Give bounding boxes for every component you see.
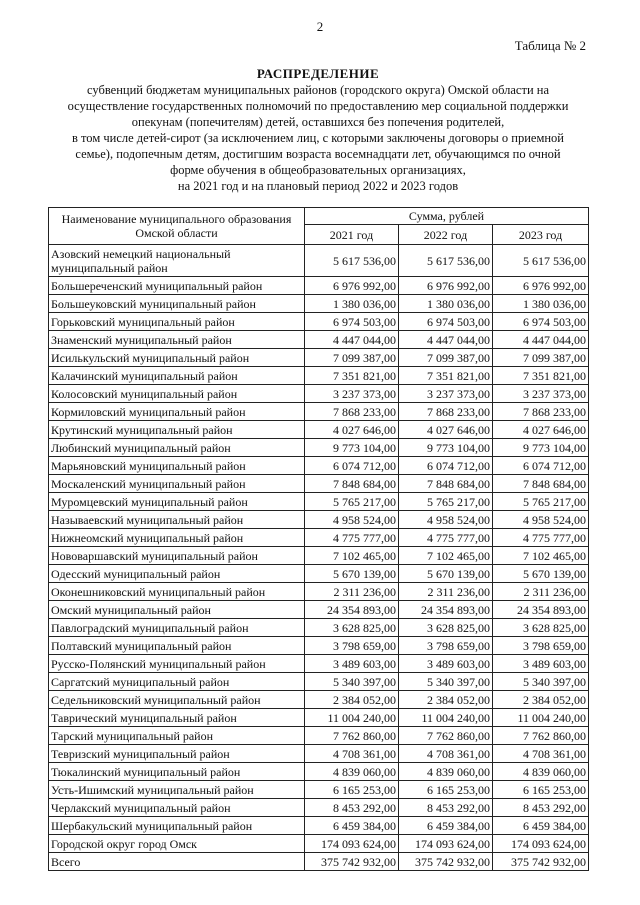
table-row	[49, 673, 589, 691]
amount-2023-cell: 3 237 373,00	[493, 385, 589, 403]
municipality-name-cell: Павлоградский муниципальный район	[49, 619, 305, 637]
amount-2023-cell: 3 489 603,00	[493, 655, 589, 673]
amount-2021-cell: 3 628 825,00	[305, 619, 399, 637]
municipality-name-cell: Колосовский муниципальный район	[49, 385, 305, 403]
page-number: 2	[316, 19, 324, 34]
table-row	[49, 313, 589, 331]
amount-2022-cell: 4 775 777,00	[399, 529, 493, 547]
amount-2023-cell: 7 351 821,00	[493, 367, 589, 385]
amount-2021-cell: 4 839 060,00	[305, 763, 399, 781]
table-body	[49, 245, 589, 871]
year-header-2021: 2021 год	[305, 225, 399, 245]
municipality-name-cell: Шербакульский муниципальный район	[49, 817, 305, 835]
amount-2022-cell: 4 708 361,00	[399, 745, 493, 763]
table-row	[49, 799, 589, 817]
table-row	[49, 529, 589, 547]
amount-2023-cell: 7 762 860,00	[493, 727, 589, 745]
table-row	[49, 745, 589, 763]
municipality-name-cell: Нижнеомский муниципальный район	[49, 529, 305, 547]
table-row	[49, 367, 589, 385]
amount-2022-cell: 4 027 646,00	[399, 421, 493, 439]
amount-2022-cell: 4 958 524,00	[399, 511, 493, 529]
subtitle-line: опекунам (попечителям) детей, оставшихся без попечения родителей,	[131, 115, 505, 129]
municipality-name-cell: Большеуковский муниципальный район	[49, 295, 305, 313]
table-row	[49, 421, 589, 439]
amount-2023-cell: 8 453 292,00	[493, 799, 589, 817]
amount-2023-cell: 4 958 524,00	[493, 511, 589, 529]
table-row	[49, 493, 589, 511]
table-row	[49, 295, 589, 313]
amount-2023-cell: 6 165 253,00	[493, 781, 589, 799]
amount-2022-cell: 375 742 932,00	[399, 853, 493, 871]
municipality-name-cell: Крутинский муниципальный район	[49, 421, 305, 439]
amount-2021-cell: 7 351 821,00	[305, 367, 399, 385]
amount-2021-cell: 4 447 044,00	[305, 331, 399, 349]
amount-2022-cell: 4 447 044,00	[399, 331, 493, 349]
amount-2021-cell: 5 617 536,00	[305, 245, 399, 277]
table-row	[49, 245, 589, 277]
amount-2023-cell: 6 074 712,00	[493, 457, 589, 475]
municipality-name-cell: Оконешниковский муниципальный район	[49, 583, 305, 601]
amount-2022-cell: 5 670 139,00	[399, 565, 493, 583]
amount-2022-cell: 174 093 624,00	[399, 835, 493, 853]
allocation-table	[48, 207, 589, 871]
municipality-name-cell: Тарский муниципальный район	[49, 727, 305, 745]
municipality-name-cell: Горьковский муниципальный район	[49, 313, 305, 331]
table-label: Таблица № 2	[514, 38, 586, 53]
table-row	[49, 475, 589, 493]
amount-2021-cell: 4 958 524,00	[305, 511, 399, 529]
table-row	[49, 853, 589, 871]
amount-2023-cell: 5 670 139,00	[493, 565, 589, 583]
amount-2021-cell: 7 099 387,00	[305, 349, 399, 367]
amount-2023-cell: 9 773 104,00	[493, 439, 589, 457]
table-row	[49, 511, 589, 529]
table-row	[49, 835, 589, 853]
amount-2022-cell: 7 351 821,00	[399, 367, 493, 385]
municipality-name-cell: Любинский муниципальный район	[49, 439, 305, 457]
municipality-name-cell: Калачинский муниципальный район	[49, 367, 305, 385]
amount-2022-cell: 6 974 503,00	[399, 313, 493, 331]
amount-2022-cell: 7 848 684,00	[399, 475, 493, 493]
amount-2023-cell: 11 004 240,00	[493, 709, 589, 727]
name-column-header: Наименование муниципального образования Омской области	[49, 208, 305, 245]
amount-2023-cell: 375 742 932,00	[493, 853, 589, 871]
table-row	[49, 619, 589, 637]
table-row	[49, 601, 589, 619]
amount-2022-cell: 11 004 240,00	[399, 709, 493, 727]
amount-2021-cell: 5 340 397,00	[305, 673, 399, 691]
amount-2022-cell: 8 453 292,00	[399, 799, 493, 817]
table-row	[49, 349, 589, 367]
amount-2023-cell: 24 354 893,00	[493, 601, 589, 619]
amount-2021-cell: 6 165 253,00	[305, 781, 399, 799]
municipality-name-cell: Седельниковский муниципальный район	[49, 691, 305, 709]
amount-2021-cell: 7 102 465,00	[305, 547, 399, 565]
municipality-name-cell: Омский муниципальный район	[49, 601, 305, 619]
amount-2023-cell: 2 311 236,00	[493, 583, 589, 601]
amount-2023-cell: 3 798 659,00	[493, 637, 589, 655]
amount-2021-cell: 9 773 104,00	[305, 439, 399, 457]
amount-2023-cell: 3 628 825,00	[493, 619, 589, 637]
municipality-name-cell: Таврический муниципальный район	[49, 709, 305, 727]
document-title: РАСПРЕДЕЛЕНИЕ	[256, 66, 380, 81]
title-block	[44, 66, 592, 194]
amount-2023-cell: 4 447 044,00	[493, 331, 589, 349]
table-row	[49, 385, 589, 403]
amount-2021-cell: 3 798 659,00	[305, 637, 399, 655]
amount-2023-cell: 6 974 503,00	[493, 313, 589, 331]
amount-2022-cell: 3 489 603,00	[399, 655, 493, 673]
table-row	[49, 727, 589, 745]
amount-2021-cell: 7 848 684,00	[305, 475, 399, 493]
amount-2022-cell: 7 762 860,00	[399, 727, 493, 745]
table-row	[49, 763, 589, 781]
amount-2021-cell: 5 670 139,00	[305, 565, 399, 583]
amount-2023-cell: 5 765 217,00	[493, 493, 589, 511]
subtitle-line: в том числе детей-сирот (за исключением лиц, с которыми заключены договоры о приемной	[71, 131, 565, 145]
municipality-name-cell: Исилькульский муниципальный район	[49, 349, 305, 367]
table-row	[49, 655, 589, 673]
table-row	[49, 565, 589, 583]
municipality-name-cell: Усть-Ишимский муниципальный район	[49, 781, 305, 799]
amount-2021-cell: 174 093 624,00	[305, 835, 399, 853]
amount-2021-cell: 375 742 932,00	[305, 853, 399, 871]
table-row	[49, 547, 589, 565]
amount-2021-cell: 4 027 646,00	[305, 421, 399, 439]
amount-2022-cell: 6 976 992,00	[399, 277, 493, 295]
table-row	[49, 457, 589, 475]
amount-2022-cell: 5 765 217,00	[399, 493, 493, 511]
amount-2023-cell: 174 093 624,00	[493, 835, 589, 853]
table-row	[49, 637, 589, 655]
table-row	[49, 439, 589, 457]
amount-2023-cell: 5 617 536,00	[493, 245, 589, 277]
municipality-name-cell: Называевский муниципальный район	[49, 511, 305, 529]
table-row	[49, 691, 589, 709]
amount-2022-cell: 6 165 253,00	[399, 781, 493, 799]
sum-column-header: Сумма, рублей	[305, 208, 589, 225]
amount-2022-cell: 6 074 712,00	[399, 457, 493, 475]
municipality-name-cell: Кормиловский муниципальный район	[49, 403, 305, 421]
amount-2022-cell: 7 099 387,00	[399, 349, 493, 367]
municipality-name-cell: Черлакский муниципальный район	[49, 799, 305, 817]
municipality-name-cell: Саргатский муниципальный район	[49, 673, 305, 691]
subtitle-line: на 2021 год и на плановый период 2022 и 2023 годов	[177, 179, 459, 193]
amount-2023-cell: 7 868 233,00	[493, 403, 589, 421]
amount-2023-cell: 4 708 361,00	[493, 745, 589, 763]
year-header-2023: 2023 год	[493, 225, 589, 245]
amount-2023-cell: 4 027 646,00	[493, 421, 589, 439]
subtitle-line: осуществление государственных полномочий по предоставлению мер социальной поддержки	[67, 99, 569, 113]
amount-2022-cell: 5 340 397,00	[399, 673, 493, 691]
amount-2021-cell: 4 708 361,00	[305, 745, 399, 763]
amount-2022-cell: 2 384 052,00	[399, 691, 493, 709]
municipality-name-cell: Тевризский муниципальный район	[49, 745, 305, 763]
amount-2022-cell: 2 311 236,00	[399, 583, 493, 601]
municipality-name-cell: Одесский муниципальный район	[49, 565, 305, 583]
amount-2023-cell: 4 839 060,00	[493, 763, 589, 781]
amount-2022-cell: 24 354 893,00	[399, 601, 493, 619]
table-row	[49, 817, 589, 835]
municipality-name-cell: Городской округ город Омск	[49, 835, 305, 853]
amount-2021-cell: 6 459 384,00	[305, 817, 399, 835]
amount-2021-cell: 6 974 503,00	[305, 313, 399, 331]
amount-2022-cell: 9 773 104,00	[399, 439, 493, 457]
amount-2021-cell: 4 775 777,00	[305, 529, 399, 547]
amount-2021-cell: 24 354 893,00	[305, 601, 399, 619]
amount-2022-cell: 7 868 233,00	[399, 403, 493, 421]
municipality-name-cell: Большереченский муниципальный район	[49, 277, 305, 295]
municipality-name-cell: Всего	[49, 853, 305, 871]
amount-2021-cell: 2 384 052,00	[305, 691, 399, 709]
amount-2023-cell: 7 099 387,00	[493, 349, 589, 367]
amount-2022-cell: 1 380 036,00	[399, 295, 493, 313]
amount-2021-cell: 7 762 860,00	[305, 727, 399, 745]
amount-2022-cell: 6 459 384,00	[399, 817, 493, 835]
municipality-name-cell: Полтавский муниципальный район	[49, 637, 305, 655]
amount-2021-cell: 6 074 712,00	[305, 457, 399, 475]
amount-2022-cell: 3 628 825,00	[399, 619, 493, 637]
amount-2021-cell: 3 489 603,00	[305, 655, 399, 673]
table-row	[49, 277, 589, 295]
amount-2023-cell: 2 384 052,00	[493, 691, 589, 709]
amount-2022-cell: 4 839 060,00	[399, 763, 493, 781]
amount-2021-cell: 11 004 240,00	[305, 709, 399, 727]
amount-2023-cell: 6 976 992,00	[493, 277, 589, 295]
amount-2021-cell: 6 976 992,00	[305, 277, 399, 295]
table-row	[49, 331, 589, 349]
amount-2023-cell: 7 848 684,00	[493, 475, 589, 493]
municipality-name-cell: Русско-Полянский муниципальный район	[49, 655, 305, 673]
municipality-name-cell: Нововаршавский муниципальный район	[49, 547, 305, 565]
amount-2023-cell: 6 459 384,00	[493, 817, 589, 835]
municipality-name-cell: Знаменский муниципальный район	[49, 331, 305, 349]
year-header-2022: 2022 год	[399, 225, 493, 245]
amount-2021-cell: 1 380 036,00	[305, 295, 399, 313]
table-row	[49, 403, 589, 421]
amount-2021-cell: 2 311 236,00	[305, 583, 399, 601]
amount-2023-cell: 7 102 465,00	[493, 547, 589, 565]
subtitle-line: семье), подопечным детям, достигшим возраста восемнадцати лет, обучающимся по очной	[75, 147, 561, 161]
amount-2021-cell: 3 237 373,00	[305, 385, 399, 403]
amount-2023-cell: 5 340 397,00	[493, 673, 589, 691]
municipality-name-cell: Азовский немецкий национальный муниципальный район	[49, 245, 305, 277]
amount-2021-cell: 8 453 292,00	[305, 799, 399, 817]
amount-2022-cell: 3 798 659,00	[399, 637, 493, 655]
amount-2023-cell: 4 775 777,00	[493, 529, 589, 547]
amount-2021-cell: 5 765 217,00	[305, 493, 399, 511]
municipality-name-cell: Муромцевский муниципальный район	[49, 493, 305, 511]
municipality-name-cell: Марьяновский муниципальный район	[49, 457, 305, 475]
amount-2022-cell: 3 237 373,00	[399, 385, 493, 403]
amount-2023-cell: 1 380 036,00	[493, 295, 589, 313]
table-row	[49, 583, 589, 601]
subtitle-line: форме обучения в общеобразовательных организациях,	[170, 163, 466, 177]
table-row	[49, 781, 589, 799]
amount-2022-cell: 7 102 465,00	[399, 547, 493, 565]
municipality-name-cell: Тюкалинский муниципальный район	[49, 763, 305, 781]
amount-2022-cell: 5 617 536,00	[399, 245, 493, 277]
amount-2021-cell: 7 868 233,00	[305, 403, 399, 421]
table-row	[49, 709, 589, 727]
subtitle-line: субвенций бюджетам муниципальных районов (городского округа) Омской области на	[86, 83, 549, 97]
municipality-name-cell: Москаленский муниципальный район	[49, 475, 305, 493]
